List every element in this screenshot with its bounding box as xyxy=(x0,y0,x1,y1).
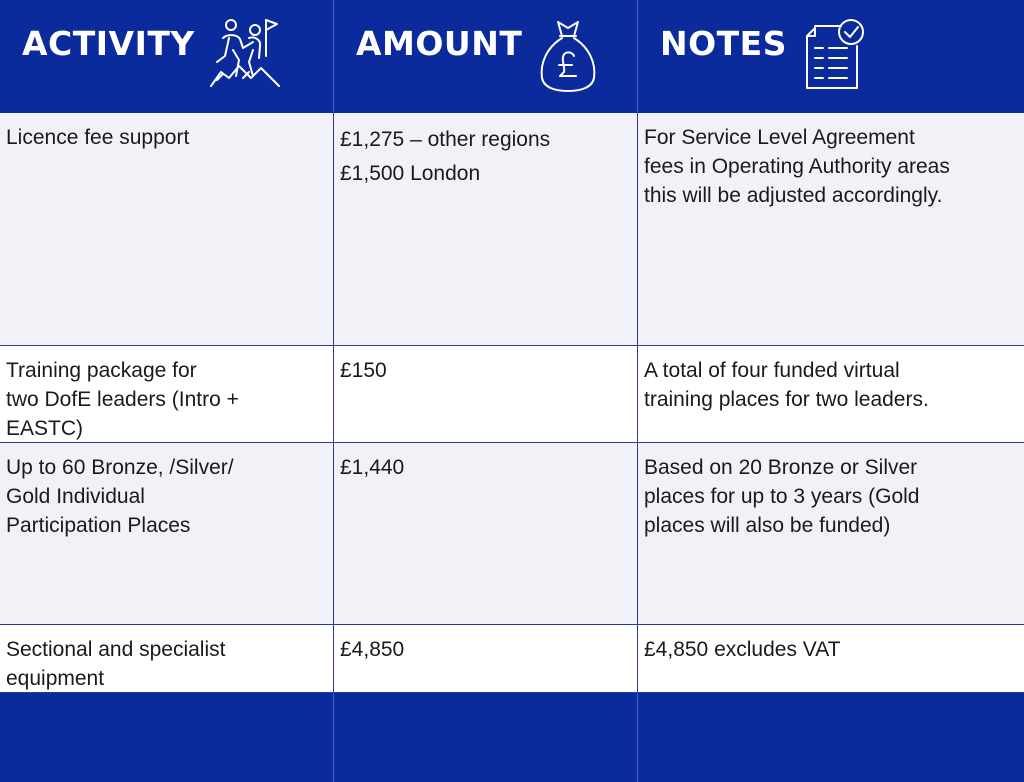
footer-band-amount xyxy=(334,693,638,782)
row-2-amount xyxy=(334,346,638,443)
row-1-activity-line-1: Licence fee support xyxy=(6,126,190,149)
row-3-notes-line-2: places for up to 3 years (Gold xyxy=(644,485,920,508)
row-2-activity-line-3: EASTC) xyxy=(6,417,84,440)
row-3-amount xyxy=(334,443,638,625)
team-climb-flag-icon xyxy=(209,16,281,95)
row-2-notes-line-2: training places for two leaders. xyxy=(644,388,929,411)
document-check-icon xyxy=(801,16,867,97)
header-notes xyxy=(638,0,1024,113)
row-4-amount xyxy=(334,625,638,693)
row-4-amount-line-1: £4,850 xyxy=(340,638,405,661)
row-1-amount-line-2: £1,500 London xyxy=(340,162,481,185)
row-4-activity-line-2: equipment xyxy=(6,667,105,690)
row-1-activity xyxy=(0,113,334,346)
row-2-activity-line-1: Training package for xyxy=(6,359,197,382)
row-1-amount-line-1: £1,275 – other regions xyxy=(340,128,551,151)
row-4-notes-line-1: £4,850 excludes VAT xyxy=(644,638,841,661)
row-3-notes-line-3: places will also be funded) xyxy=(644,514,891,537)
row-1-amount xyxy=(334,113,638,346)
row-3-activity-line-1: Up to 60 Bronze, /Silver/ xyxy=(6,456,234,479)
row-3-notes-line-1: Based on 20 Bronze or Silver xyxy=(644,456,918,479)
row-3-activity-line-2: Gold Individual xyxy=(6,485,145,508)
header-notes-label: NOTES xyxy=(660,24,787,63)
row-4-activity-line-1: Sectional and specialist xyxy=(6,638,226,661)
row-3-activity xyxy=(0,443,334,625)
row-3-notes xyxy=(638,443,1024,625)
row-1-notes-line-2: fees in Operating Authority areas xyxy=(644,155,950,178)
row-1-notes-line-3: this will be adjusted accordingly. xyxy=(644,184,943,207)
row-2-amount-line-1: £150 xyxy=(340,359,387,382)
row-1-notes-line-1: For Service Level Agreement xyxy=(644,126,915,149)
row-2-notes xyxy=(638,346,1024,443)
footer-band-notes xyxy=(638,693,1024,782)
money-bag-pound-icon xyxy=(536,16,600,99)
header-amount xyxy=(334,0,638,113)
row-2-activity-line-2: two DofE leaders (Intro + xyxy=(6,388,239,411)
row-2-activity xyxy=(0,346,334,443)
header-amount-label: AMOUNT xyxy=(356,24,523,63)
row-3-activity-line-3: Participation Places xyxy=(6,514,191,537)
header-activity xyxy=(0,0,334,113)
row-4-notes xyxy=(638,625,1024,693)
row-2-notes-line-1: A total of four funded virtual xyxy=(644,359,900,382)
row-3-amount-line-1: £1,440 xyxy=(340,456,405,479)
header-activity-label: ACTIVITY xyxy=(22,24,195,63)
footer-band-activity xyxy=(0,693,334,782)
row-4-activity xyxy=(0,625,334,693)
row-1-notes xyxy=(638,113,1024,346)
